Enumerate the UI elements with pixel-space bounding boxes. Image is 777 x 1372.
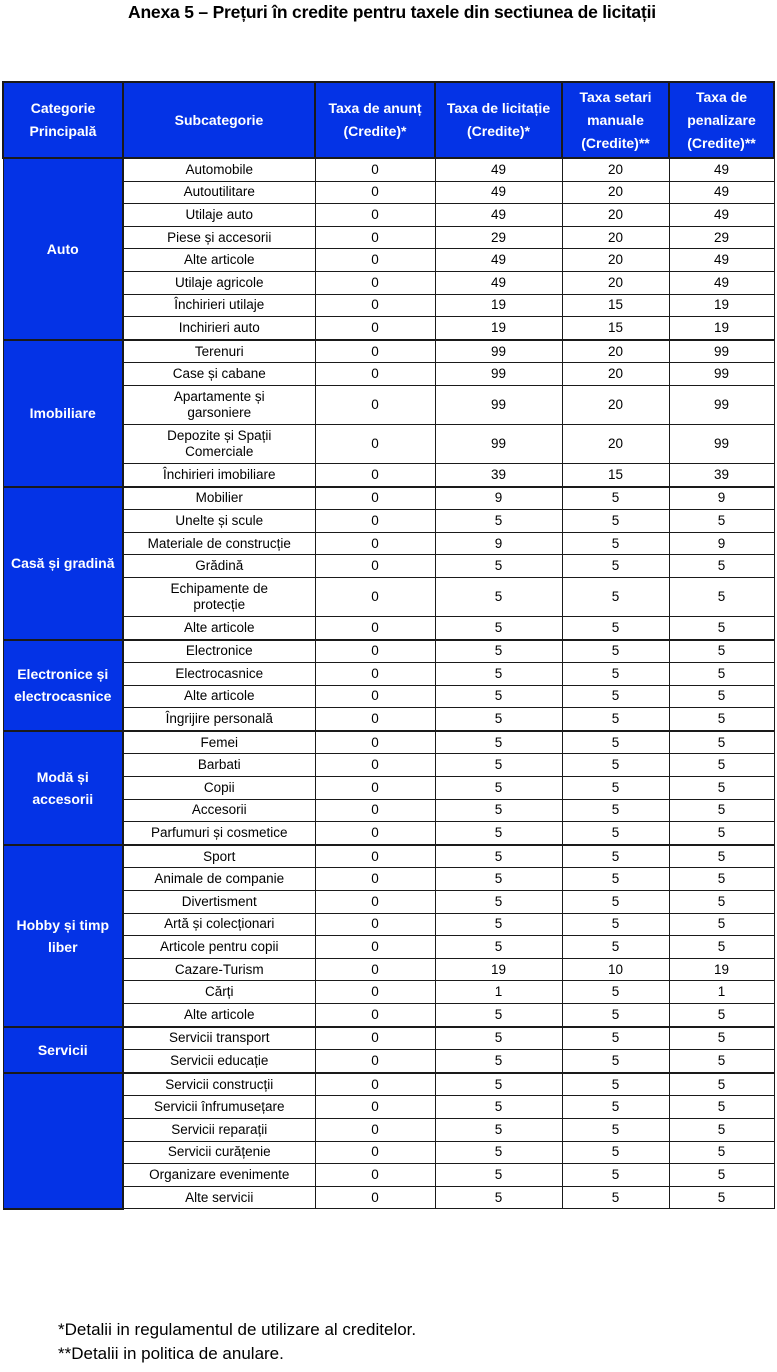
listing-fee-cell: 0	[315, 555, 435, 578]
subcategory-cell: Alte articole	[123, 616, 315, 639]
page-title: Anexa 5 – Prețuri în credite pentru taxele din sectiunea de licitații	[128, 2, 656, 22]
auction-fee-cell: 29	[435, 226, 562, 249]
auction-fee-cell: 9	[435, 532, 562, 555]
penalty-fee-cell: 5	[669, 663, 774, 686]
auction-fee-cell: 1	[435, 981, 562, 1004]
subcategory-cell: Mobilier	[123, 487, 315, 510]
subcategory-cell: Terenuri	[123, 340, 315, 363]
penalty-fee-cell: 9	[669, 532, 774, 555]
subcategory-cell: Barbati	[123, 754, 315, 777]
penalty-fee-cell: 5	[669, 1004, 774, 1027]
listing-fee-cell: 0	[315, 1050, 435, 1073]
penalty-fee-cell: 5	[669, 1141, 774, 1164]
category-cell: Imobiliare	[3, 340, 123, 487]
footnote-cancellation: **Detalii in politica de anulare.	[58, 1344, 284, 1363]
listing-fee-cell: 0	[315, 181, 435, 204]
listing-fee-cell: 0	[315, 958, 435, 981]
penalty-fee-cell: 19	[669, 317, 774, 340]
penalty-fee-cell: 5	[669, 845, 774, 868]
manual-settings-fee-cell: 5	[562, 936, 669, 959]
subcategory-cell: Articole pentru copii	[123, 936, 315, 959]
auction-fee-cell: 5	[435, 822, 562, 845]
category-cell: Modă și accesorii	[3, 731, 123, 845]
subcategory-cell: Închirieri utilaje	[123, 294, 315, 317]
penalty-fee-cell: 19	[669, 958, 774, 981]
subcategory-cell: Îngrijire personală	[123, 708, 315, 731]
table-row	[3, 640, 774, 663]
penalty-fee-cell: 5	[669, 936, 774, 959]
manual-settings-fee-cell: 15	[562, 463, 669, 486]
listing-fee-cell: 0	[315, 754, 435, 777]
table-header-row	[3, 82, 774, 158]
penalty-fee-cell: 5	[669, 640, 774, 663]
manual-settings-fee-cell: 5	[562, 891, 669, 914]
manual-settings-fee-cell: 5	[562, 487, 669, 510]
penalty-fee-cell: 49	[669, 204, 774, 227]
subcategory-cell: Unelte și scule	[123, 510, 315, 533]
subcategory-cell: Servicii înfrumusețare	[123, 1096, 315, 1119]
manual-settings-fee-cell: 5	[562, 1073, 669, 1096]
manual-settings-fee-cell: 5	[562, 532, 669, 555]
manual-settings-fee-cell: 5	[562, 640, 669, 663]
listing-fee-cell: 0	[315, 936, 435, 959]
manual-settings-fee-cell: 20	[562, 226, 669, 249]
manual-settings-fee-cell: 5	[562, 777, 669, 800]
fees-table	[2, 81, 775, 1210]
penalty-fee-cell: 49	[669, 181, 774, 204]
auction-fee-cell: 5	[435, 1141, 562, 1164]
auction-fee-cell: 49	[435, 181, 562, 204]
listing-fee-cell: 0	[315, 317, 435, 340]
subcategory-cell: Grădină	[123, 555, 315, 578]
subcategory-cell: Închirieri imobiliare	[123, 463, 315, 486]
auction-fee-cell: 5	[435, 663, 562, 686]
auction-fee-cell: 5	[435, 936, 562, 959]
penalty-fee-cell: 49	[669, 249, 774, 272]
penalty-fee-cell: 5	[669, 1118, 774, 1141]
category-cell	[3, 1073, 123, 1209]
manual-settings-fee-cell: 5	[562, 1118, 669, 1141]
listing-fee-cell: 0	[315, 226, 435, 249]
subcategory-cell: Utilaje agricole	[123, 271, 315, 294]
listing-fee-cell: 0	[315, 981, 435, 1004]
manual-settings-fee-cell: 5	[562, 868, 669, 891]
auction-fee-cell: 49	[435, 204, 562, 227]
penalty-fee-cell: 5	[669, 1096, 774, 1119]
manual-settings-fee-cell: 5	[562, 708, 669, 731]
subcategory-cell: Electronice	[123, 640, 315, 663]
manual-settings-fee-cell: 5	[562, 510, 669, 533]
subcategory-cell: Autoutilitare	[123, 181, 315, 204]
footnotes	[58, 1318, 416, 1366]
subcategory-cell: Case și cabane	[123, 363, 315, 386]
manual-settings-fee-cell: 20	[562, 181, 669, 204]
listing-fee-cell: 0	[315, 340, 435, 363]
manual-settings-fee-cell: 20	[562, 158, 669, 181]
table-row	[3, 845, 774, 868]
auction-fee-cell: 5	[435, 1096, 562, 1119]
subcategory-cell: Apartamente și garsoniere	[123, 385, 315, 424]
manual-settings-fee-cell: 5	[562, 1004, 669, 1027]
auction-fee-cell: 99	[435, 385, 562, 424]
listing-fee-cell: 0	[315, 845, 435, 868]
table-row	[3, 340, 774, 363]
penalty-fee-cell: 49	[669, 158, 774, 181]
auction-fee-cell: 5	[435, 640, 562, 663]
subcategory-cell: Copii	[123, 777, 315, 800]
auction-fee-cell: 5	[435, 731, 562, 754]
auction-fee-cell: 5	[435, 891, 562, 914]
auction-fee-cell: 5	[435, 1027, 562, 1050]
penalty-fee-cell: 5	[669, 708, 774, 731]
auction-fee-cell: 5	[435, 913, 562, 936]
manual-settings-fee-cell: 5	[562, 981, 669, 1004]
listing-fee-cell: 0	[315, 1186, 435, 1209]
table-row	[3, 487, 774, 510]
manual-settings-fee-cell: 20	[562, 249, 669, 272]
manual-settings-fee-cell: 20	[562, 385, 669, 424]
auction-fee-cell: 19	[435, 317, 562, 340]
auction-fee-cell: 5	[435, 1118, 562, 1141]
manual-settings-fee-cell: 5	[562, 845, 669, 868]
manual-settings-fee-cell: 5	[562, 555, 669, 578]
col-header-auction-fee: Taxa de licitație (Credite)*	[435, 82, 562, 158]
listing-fee-cell: 0	[315, 616, 435, 639]
subcategory-cell: Servicii transport	[123, 1027, 315, 1050]
subcategory-cell: Cărți	[123, 981, 315, 1004]
category-cell: Electronice și electrocasnice	[3, 640, 123, 731]
auction-fee-cell: 5	[435, 1164, 562, 1187]
penalty-fee-cell: 5	[669, 731, 774, 754]
subcategory-cell: Sport	[123, 845, 315, 868]
category-cell: Casă și gradină	[3, 487, 123, 640]
listing-fee-cell: 0	[315, 363, 435, 386]
listing-fee-cell: 0	[315, 294, 435, 317]
auction-fee-cell: 5	[435, 616, 562, 639]
listing-fee-cell: 0	[315, 799, 435, 822]
penalty-fee-cell: 19	[669, 294, 774, 317]
listing-fee-cell: 0	[315, 204, 435, 227]
auction-fee-cell: 5	[435, 799, 562, 822]
listing-fee-cell: 0	[315, 577, 435, 616]
listing-fee-cell: 0	[315, 1004, 435, 1027]
subcategory-cell: Alte articole	[123, 685, 315, 708]
subcategory-cell: Servicii curățenie	[123, 1141, 315, 1164]
subcategory-cell: Depozite și Spații Comerciale	[123, 424, 315, 463]
table-row	[3, 731, 774, 754]
listing-fee-cell: 0	[315, 640, 435, 663]
penalty-fee-cell: 5	[669, 777, 774, 800]
table-row	[3, 1073, 774, 1096]
penalty-fee-cell: 99	[669, 424, 774, 463]
listing-fee-cell: 0	[315, 731, 435, 754]
auction-fee-cell: 5	[435, 754, 562, 777]
col-header-subcategory: Subcategorie	[123, 82, 315, 158]
manual-settings-fee-cell: 5	[562, 1027, 669, 1050]
manual-settings-fee-cell: 20	[562, 363, 669, 386]
table-row	[3, 1027, 774, 1050]
table-row	[3, 158, 774, 181]
auction-fee-cell: 19	[435, 958, 562, 981]
manual-settings-fee-cell: 20	[562, 204, 669, 227]
auction-fee-cell: 99	[435, 363, 562, 386]
table-body	[3, 158, 774, 1209]
auction-fee-cell: 49	[435, 158, 562, 181]
category-cell: Auto	[3, 158, 123, 340]
penalty-fee-cell: 5	[669, 891, 774, 914]
subcategory-cell: Utilaje auto	[123, 204, 315, 227]
subcategory-cell: Servicii construcții	[123, 1073, 315, 1096]
subcategory-cell: Alte articole	[123, 1004, 315, 1027]
penalty-fee-cell: 49	[669, 271, 774, 294]
penalty-fee-cell: 5	[669, 1050, 774, 1073]
manual-settings-fee-cell: 5	[562, 1186, 669, 1209]
penalty-fee-cell: 5	[669, 510, 774, 533]
auction-fee-cell: 5	[435, 708, 562, 731]
auction-fee-cell: 5	[435, 1004, 562, 1027]
listing-fee-cell: 0	[315, 868, 435, 891]
subcategory-cell: Alte servicii	[123, 1186, 315, 1209]
manual-settings-fee-cell: 5	[562, 577, 669, 616]
manual-settings-fee-cell: 5	[562, 731, 669, 754]
manual-settings-fee-cell: 5	[562, 799, 669, 822]
subcategory-cell: Divertisment	[123, 891, 315, 914]
subcategory-cell: Animale de companie	[123, 868, 315, 891]
auction-fee-cell: 5	[435, 1050, 562, 1073]
manual-settings-fee-cell: 20	[562, 271, 669, 294]
listing-fee-cell: 0	[315, 1118, 435, 1141]
penalty-fee-cell: 5	[669, 1186, 774, 1209]
listing-fee-cell: 0	[315, 487, 435, 510]
listing-fee-cell: 0	[315, 1096, 435, 1119]
listing-fee-cell: 0	[315, 271, 435, 294]
penalty-fee-cell: 5	[669, 822, 774, 845]
listing-fee-cell: 0	[315, 891, 435, 914]
listing-fee-cell: 0	[315, 424, 435, 463]
penalty-fee-cell: 5	[669, 1164, 774, 1187]
subcategory-cell: Parfumuri și cosmetice	[123, 822, 315, 845]
subcategory-cell: Electrocasnice	[123, 663, 315, 686]
penalty-fee-cell: 9	[669, 487, 774, 510]
subcategory-cell: Automobile	[123, 158, 315, 181]
subcategory-cell: Femei	[123, 731, 315, 754]
manual-settings-fee-cell: 5	[562, 685, 669, 708]
subcategory-cell: Materiale de construcție	[123, 532, 315, 555]
manual-settings-fee-cell: 15	[562, 294, 669, 317]
penalty-fee-cell: 99	[669, 340, 774, 363]
auction-fee-cell: 5	[435, 510, 562, 533]
listing-fee-cell: 0	[315, 1141, 435, 1164]
subcategory-cell: Piese și accesorii	[123, 226, 315, 249]
auction-fee-cell: 5	[435, 555, 562, 578]
subcategory-cell: Accesorii	[123, 799, 315, 822]
listing-fee-cell: 0	[315, 663, 435, 686]
manual-settings-fee-cell: 5	[562, 1141, 669, 1164]
auction-fee-cell: 19	[435, 294, 562, 317]
auction-fee-cell: 5	[435, 577, 562, 616]
manual-settings-fee-cell: 5	[562, 1164, 669, 1187]
subcategory-cell: Artă și colecționari	[123, 913, 315, 936]
col-header-category: Categorie Principală	[3, 82, 123, 158]
manual-settings-fee-cell: 15	[562, 317, 669, 340]
listing-fee-cell: 0	[315, 685, 435, 708]
listing-fee-cell: 0	[315, 510, 435, 533]
penalty-fee-cell: 5	[669, 799, 774, 822]
category-cell: Hobby și timp liber	[3, 845, 123, 1027]
col-header-listing-fee: Taxa de anunț (Credite)*	[315, 82, 435, 158]
manual-settings-fee-cell: 5	[562, 754, 669, 777]
subcategory-cell: Alte articole	[123, 249, 315, 272]
footnote-credits: *Detalii in regulamentul de utilizare al creditelor.	[58, 1320, 417, 1339]
auction-fee-cell: 5	[435, 868, 562, 891]
penalty-fee-cell: 5	[669, 1073, 774, 1096]
listing-fee-cell: 0	[315, 708, 435, 731]
auction-fee-cell: 5	[435, 1073, 562, 1096]
manual-settings-fee-cell: 5	[562, 913, 669, 936]
auction-fee-cell: 49	[435, 271, 562, 294]
subcategory-cell: Cazare-Turism	[123, 958, 315, 981]
auction-fee-cell: 99	[435, 424, 562, 463]
listing-fee-cell: 0	[315, 777, 435, 800]
penalty-fee-cell: 1	[669, 981, 774, 1004]
manual-settings-fee-cell: 10	[562, 958, 669, 981]
auction-fee-cell: 39	[435, 463, 562, 486]
category-cell: Servicii	[3, 1027, 123, 1073]
subcategory-cell: Inchirieri auto	[123, 317, 315, 340]
auction-fee-cell: 99	[435, 340, 562, 363]
manual-settings-fee-cell: 5	[562, 822, 669, 845]
listing-fee-cell: 0	[315, 1027, 435, 1050]
manual-settings-fee-cell: 20	[562, 340, 669, 363]
penalty-fee-cell: 5	[669, 685, 774, 708]
col-header-penalty-fee: Taxa de penalizare (Credite)**	[669, 82, 774, 158]
penalty-fee-cell: 39	[669, 463, 774, 486]
auction-fee-cell: 5	[435, 1186, 562, 1209]
penalty-fee-cell: 5	[669, 616, 774, 639]
manual-settings-fee-cell: 5	[562, 663, 669, 686]
auction-fee-cell: 5	[435, 685, 562, 708]
penalty-fee-cell: 5	[669, 913, 774, 936]
penalty-fee-cell: 5	[669, 577, 774, 616]
listing-fee-cell: 0	[315, 1073, 435, 1096]
listing-fee-cell: 0	[315, 532, 435, 555]
penalty-fee-cell: 5	[669, 754, 774, 777]
manual-settings-fee-cell: 5	[562, 616, 669, 639]
manual-settings-fee-cell: 5	[562, 1050, 669, 1073]
auction-fee-cell: 49	[435, 249, 562, 272]
penalty-fee-cell: 5	[669, 868, 774, 891]
penalty-fee-cell: 5	[669, 555, 774, 578]
penalty-fee-cell: 99	[669, 363, 774, 386]
subcategory-cell: Echipamente de protecție	[123, 577, 315, 616]
listing-fee-cell: 0	[315, 249, 435, 272]
auction-fee-cell: 5	[435, 845, 562, 868]
manual-settings-fee-cell: 20	[562, 424, 669, 463]
penalty-fee-cell: 29	[669, 226, 774, 249]
subcategory-cell: Organizare evenimente	[123, 1164, 315, 1187]
penalty-fee-cell: 99	[669, 385, 774, 424]
listing-fee-cell: 0	[315, 158, 435, 181]
listing-fee-cell: 0	[315, 822, 435, 845]
listing-fee-cell: 0	[315, 913, 435, 936]
subcategory-cell: Servicii educație	[123, 1050, 315, 1073]
manual-settings-fee-cell: 5	[562, 1096, 669, 1119]
auction-fee-cell: 5	[435, 777, 562, 800]
listing-fee-cell: 0	[315, 463, 435, 486]
col-header-manual-settings-fee: Taxa setari manuale (Credite)**	[562, 82, 669, 158]
subcategory-cell: Servicii reparații	[123, 1118, 315, 1141]
listing-fee-cell: 0	[315, 1164, 435, 1187]
listing-fee-cell: 0	[315, 385, 435, 424]
penalty-fee-cell: 5	[669, 1027, 774, 1050]
auction-fee-cell: 9	[435, 487, 562, 510]
